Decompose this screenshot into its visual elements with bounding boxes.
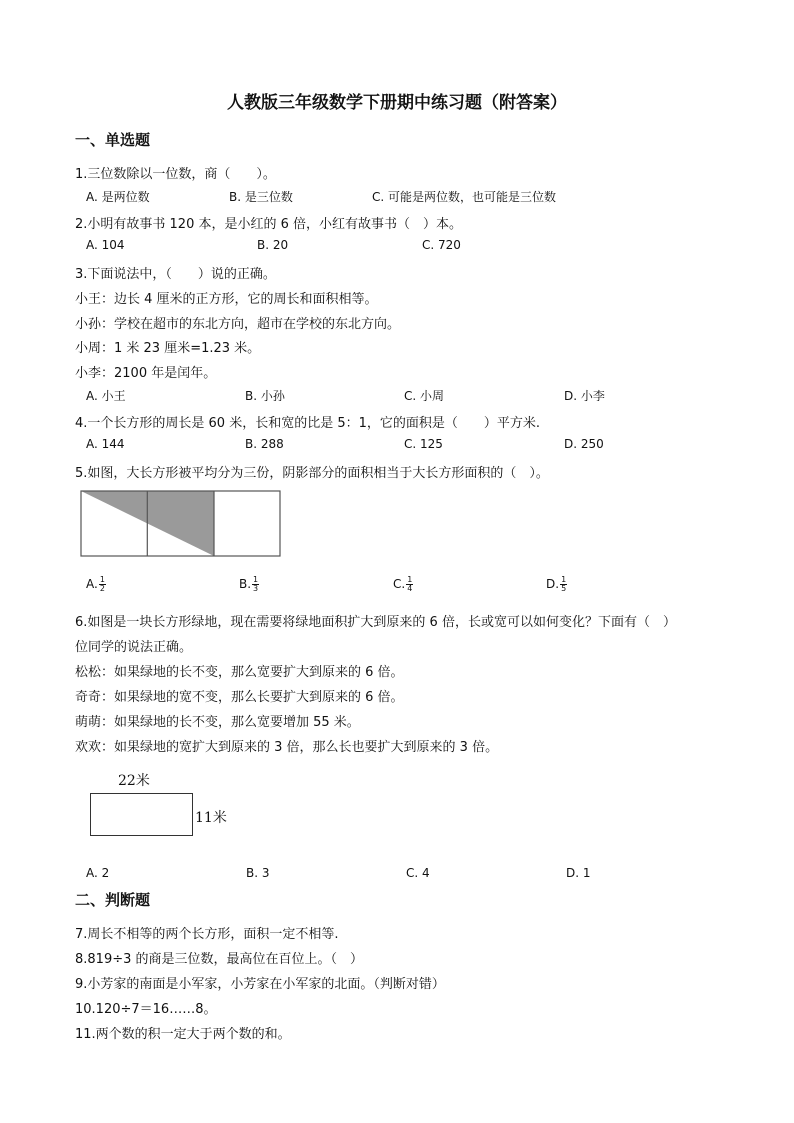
q1-option-b[interactable]: B. 是三位数 bbox=[229, 190, 293, 204]
q6-statement-3: 萌萌：如果绿地的长不变，那么宽要增加 55 米。 bbox=[75, 715, 360, 730]
q5-option-d-denominator: 5 bbox=[561, 584, 567, 593]
q5-rectangle-figure bbox=[80, 490, 282, 558]
q3-option-d[interactable]: D. 小李 bbox=[564, 389, 605, 403]
q5-option-b-numerator: 1 bbox=[253, 575, 259, 584]
q6-width-label: 11米 bbox=[195, 810, 227, 826]
q3-option-b[interactable]: B. 小孙 bbox=[245, 389, 285, 403]
q6-green-rectangle bbox=[90, 793, 193, 836]
q5-option-b-denominator: 3 bbox=[253, 584, 259, 593]
question-5: 5.如图，大长方形被平均分为三份，阴影部分的面积相当于大长方形面积的（ ）。 bbox=[75, 466, 549, 481]
q5-option-b[interactable] bbox=[239, 576, 259, 593]
q1-option-c[interactable]: C. 可能是两位数，也可能是三位数 bbox=[372, 190, 557, 204]
q3-option-c[interactable]: C. 小周 bbox=[404, 389, 445, 403]
q5-option-d-fraction bbox=[560, 576, 567, 593]
question-6-line-2: 位同学的说法正确。 bbox=[75, 640, 193, 655]
q5-option-c[interactable] bbox=[393, 576, 413, 593]
q3-statement-3: 小周：1 米 23 厘米=1.23 米。 bbox=[75, 341, 261, 356]
judge-question-11: 11.两个数的积一定大于两个数的和。 bbox=[75, 1027, 291, 1042]
q3-statement-1: 小王：边长 4 厘米的正方形，它的周长和面积相等。 bbox=[75, 292, 378, 307]
q5-option-d[interactable] bbox=[546, 576, 567, 593]
question-2: 2.小明有故事书 120 本，是小红的 6 倍，小红有故事书（ ）本。 bbox=[75, 217, 463, 232]
q5-option-d-label: D. bbox=[546, 577, 560, 591]
section-heading-single-choice: 一、单选题 bbox=[75, 131, 151, 149]
q2-option-c[interactable]: C. 720 bbox=[422, 238, 461, 252]
q5-option-a-denominator: 2 bbox=[99, 584, 105, 593]
q5-option-a[interactable] bbox=[86, 576, 106, 593]
q6-option-b[interactable]: B. 3 bbox=[246, 866, 270, 880]
judge-question-10: 10.120÷7＝16……8。 bbox=[75, 1002, 217, 1017]
q4-option-b[interactable]: B. 288 bbox=[245, 437, 284, 451]
q6-length-label: 22米 bbox=[118, 773, 150, 789]
q6-statement-1: 松松：如果绿地的长不变，那么宽要扩大到原来的 6 倍。 bbox=[75, 665, 404, 680]
q6-option-c[interactable]: C. 4 bbox=[406, 866, 430, 880]
q6-statement-2: 奇奇：如果绿地的宽不变，那么长要扩大到原来的 6 倍。 bbox=[75, 690, 404, 705]
q5-option-a-label: A. bbox=[86, 577, 98, 591]
judge-question-9: 9.小芳家的南面是小军家，小芳家在小军家的北面。（判断对错） bbox=[75, 977, 445, 992]
q5-option-c-denominator: 4 bbox=[407, 584, 413, 593]
question-1: 1.三位数除以一位数，商（ ）。 bbox=[75, 167, 276, 182]
q6-statement-4: 欢欢：如果绿地的宽扩大到原来的 3 倍，那么长也要扩大到原来的 3 倍。 bbox=[75, 740, 499, 755]
judge-question-8: 8.819÷3 的商是三位数，最高位在百位上。（ ） bbox=[75, 952, 364, 967]
q5-option-c-fraction bbox=[406, 576, 413, 593]
q5-option-b-label: B. bbox=[239, 577, 252, 591]
q5-option-a-fraction bbox=[99, 576, 106, 593]
q5-option-c-numerator: 1 bbox=[407, 575, 413, 584]
judge-question-7: 7.周长不相等的两个长方形，面积一定不相等. bbox=[75, 927, 339, 942]
q2-option-a[interactable]: A. 104 bbox=[86, 238, 125, 252]
q6-option-a[interactable]: A. 2 bbox=[86, 866, 110, 880]
q5-option-c-label: C. bbox=[393, 577, 406, 591]
q3-option-a[interactable]: A. 小王 bbox=[86, 389, 126, 403]
q6-option-d[interactable]: D. 1 bbox=[566, 866, 591, 880]
page-title: 人教版三年级数学下册期中练习题（附答案） bbox=[227, 93, 567, 113]
q3-statement-2: 小孙：学校在超市的东北方向，超市在学校的东北方向。 bbox=[75, 317, 401, 332]
q5-option-d-numerator: 1 bbox=[561, 575, 567, 584]
question-4: 4.一个长方形的周长是 60 米，长和宽的比是 5：1，它的面积是（ ）平方米. bbox=[75, 416, 541, 431]
q4-option-a[interactable]: A. 144 bbox=[86, 437, 125, 451]
q4-option-d[interactable]: D. 250 bbox=[564, 437, 604, 451]
question-6-line-1: 6.如图是一块长方形绿地，现在需要将绿地面积扩大到原来的 6 倍，长或宽可以如何变化？下面有（ ） bbox=[75, 615, 676, 630]
q5-option-b-fraction bbox=[252, 576, 259, 593]
q2-option-b[interactable]: B. 20 bbox=[257, 238, 289, 252]
q3-statement-4: 小李：2100 年是闰年。 bbox=[75, 366, 217, 381]
question-3: 3.下面说法中，（ ）说的正确。 bbox=[75, 267, 276, 282]
q1-option-a[interactable]: A. 是两位数 bbox=[86, 190, 150, 204]
section-heading-true-false: 二、判断题 bbox=[75, 891, 151, 909]
q4-option-c[interactable]: C. 125 bbox=[404, 437, 443, 451]
q5-option-a-numerator: 1 bbox=[99, 575, 105, 584]
